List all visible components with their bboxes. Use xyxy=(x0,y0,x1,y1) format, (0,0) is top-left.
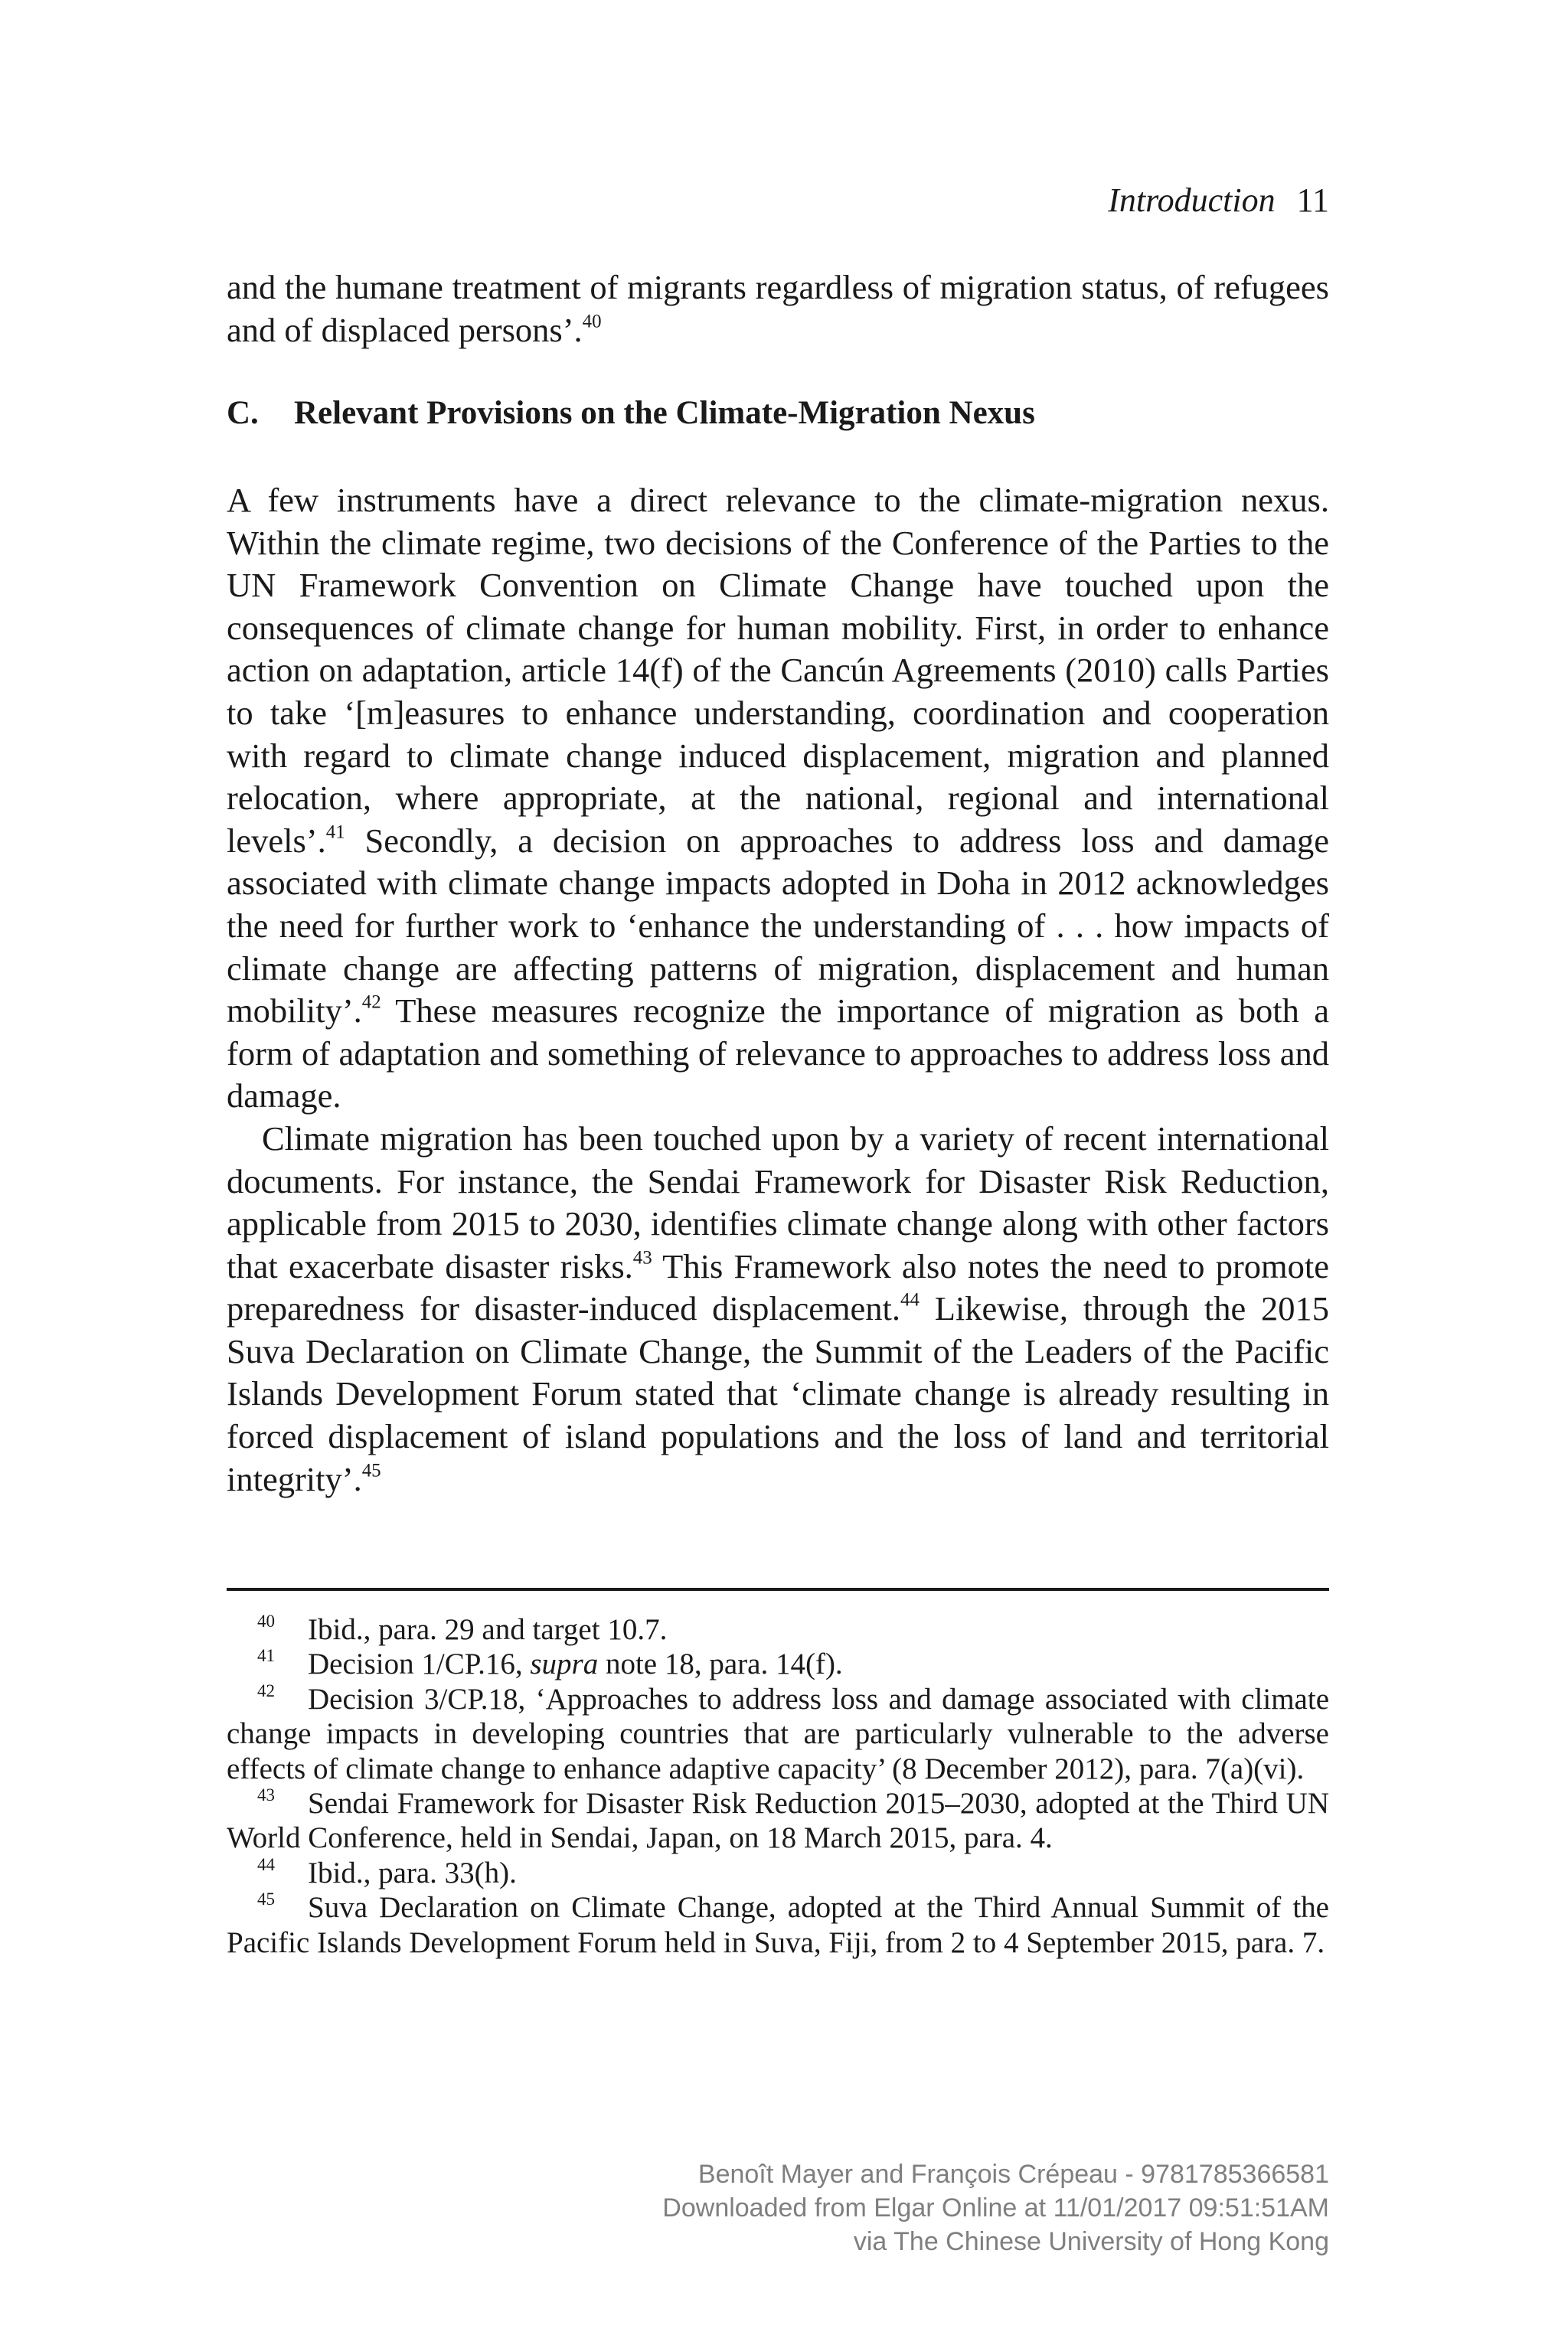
footnote-43: 43 Sendai Framework for Disaster Risk Reduction 2015–2030, adopted at the Third UN World Conference, held in Sendai, Japan, on 18 March 2015, para. 4. xyxy=(227,1785,1329,1855)
footnote-text: Ibid., para. 33(h). xyxy=(308,1856,517,1889)
main-text-block xyxy=(227,479,1329,1501)
watermark-line-download: Downloaded from Elgar Online at 11/01/2017 09:51:51AM xyxy=(662,2193,1329,2223)
paragraph-1-text: A few instruments have a direct relevance to the climate-migration nexus. Within the climate regime, two decisions of the Conference of the Parties to the UN Framework Convention on Climate Change have touched upon the consequences of climate change for human mobility. First, in order to enhance action on adaptation, article 14(f) of the Cancún Agreements (2010) calls Parties to take ‘[m]easures to enhance understanding, coordination and cooperation with regard to climate change induced displacement, migration and planned relocation, where appropriate, at the national, regional and international levels’. xyxy=(227,481,1329,860)
footnote-40: 40 Ibid., para. 29 and target 10.7. xyxy=(257,1611,668,1646)
footnote-text: note 18, para. 14(f). xyxy=(598,1648,843,1681)
footnote-42: 42 Decision 3/CP.18, ‘Approaches to address loss and damage associated with climate change impacts in developing countries that are particularly vulnerable to the adverse effects of climate change to enhance adaptive capacity’ (8 December 2012), para. 7(a)(vi). xyxy=(227,1680,1329,1785)
footnote-ref[interactable]: 42 xyxy=(361,991,381,1013)
footnote-italic-term: supra xyxy=(530,1648,599,1681)
download-watermark xyxy=(410,2157,1329,2259)
paragraph-2-text: Likewise, through the 2015 Suva Declaration on Climate Change, the Summit of the Leaders of the Pacific Islands Development Forum stated that ‘climate change is already resulting in forced displacement of island populations and the loss of land and territorial integrity’. xyxy=(227,1289,1329,1498)
footnote-44: 44 Ibid., para. 33(h). xyxy=(257,1854,517,1889)
footnote-text: Suva Declaration on Climate Change, adopted at the Third Annual Summit of the Pacific Islands Development Forum held in Suva, Fiji, from 2 to 4 September 2015, para. 7. xyxy=(227,1891,1329,1959)
footnote-41: 41 Decision 1/CP.16, supra note 18, para. 14(f). xyxy=(257,1646,843,1681)
paragraph-2 xyxy=(227,1118,1329,1501)
continuation-text: and the humane treatment of migrants regardless of migration status, of refugees and of displaced persons’. xyxy=(227,268,1329,349)
footnote-ref[interactable]: 44 xyxy=(900,1289,920,1311)
footnote-ref[interactable]: 43 xyxy=(632,1247,652,1268)
paragraph-2-text: This Framework also notes the need to promote preparedness for disaster-induced displacement. xyxy=(227,1246,1330,1328)
paragraph-2-text: Climate migration has been touched upon by a variety of recent international documents. For instance, the Sendai Framework for Disaster Risk Reduction, applicable from 2015 to 2030, identifies climate change along with other factors that exacerbate disaster risks. xyxy=(227,1119,1329,1285)
running-title: Introduction xyxy=(1108,181,1276,219)
footnote-ref[interactable]: 40 xyxy=(582,310,602,332)
continuation-text-block xyxy=(227,266,1329,351)
footnote-ref[interactable]: 45 xyxy=(361,1459,381,1481)
section-title: Relevant Provisions on the Climate-Migration Nexus xyxy=(294,395,1035,431)
footnote-text: Sendai Framework for Disaster Risk Reduction 2015–2030, adopted at the Third UN World Conference, held in Sendai, Japan, on 18 March 2015, para. 4. xyxy=(227,1787,1329,1855)
paragraph-1-text: Secondly, a decision on approaches to address loss and damage associated with climate change impacts adopted in Doha in 2012 acknowledges the need for further work to ‘enhance the understanding of . . . how impacts of climate change are affecting patterns of migration, displacement and human mobility’. xyxy=(227,821,1329,1030)
paragraph-1-text: These measures recognize the importance of migration as both a form of adaptation and something of relevance to approaches to address loss and damage. xyxy=(227,991,1329,1115)
paragraph-1 xyxy=(227,479,1329,1118)
page-number: 11 xyxy=(1296,181,1329,219)
watermark-line-authors: Benoît Mayer and François Crépeau - 9781785366581 xyxy=(697,2160,1329,2189)
running-head xyxy=(1108,178,1329,224)
footnote-45: 45 Suva Declaration on Climate Change, adopted at the Third Annual Summit of the Pacific Islands Development Forum held in Suva, Fiji, from 2 to 4 September 2015, para. 7. xyxy=(227,1889,1329,1959)
footnote-divider xyxy=(227,1588,1329,1591)
footnotes-block xyxy=(227,1612,1329,1960)
section-heading xyxy=(227,392,1329,435)
continuation-paragraph xyxy=(227,266,1329,351)
footnote-text: Decision 1/CP.16, xyxy=(308,1648,531,1681)
watermark-line-institution: via The Chinese University of Hong Kong xyxy=(853,2227,1329,2256)
footnote-text: Decision 3/CP.18, ‘Approaches to address loss and damage associated with climate change impacts in developing countries that are particularly vulnerable to the adverse effects of climate change to enhance adaptive capacity’ (8 December 2012), para. 7(a)(vi). xyxy=(227,1682,1329,1785)
section-letter: C. xyxy=(227,395,259,431)
footnote-text: Ibid., para. 29 and target 10.7. xyxy=(308,1613,668,1646)
footnote-ref[interactable]: 41 xyxy=(325,821,345,843)
